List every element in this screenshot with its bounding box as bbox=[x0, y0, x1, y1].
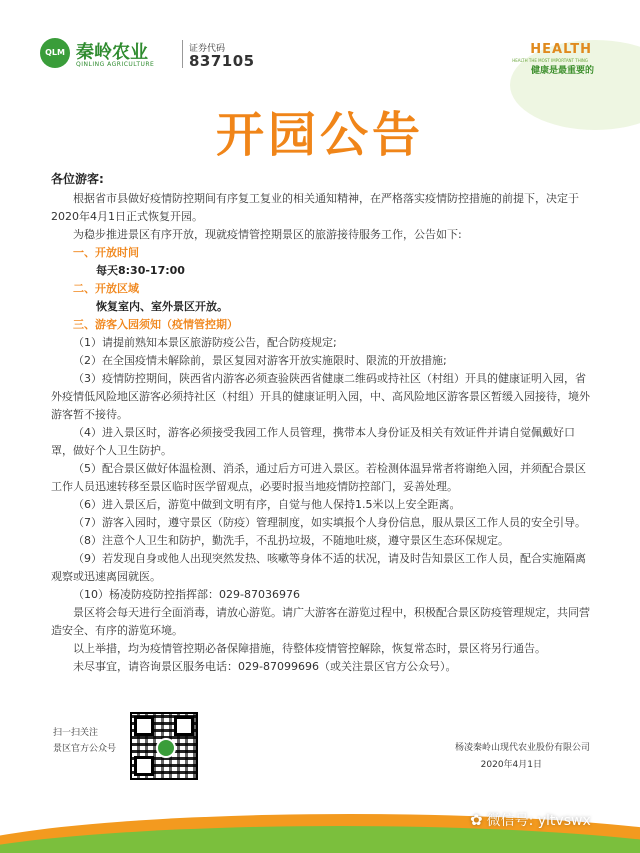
section-heading-area: 二、开放区域 bbox=[73, 282, 139, 295]
signature-company: 杨凌秦岭山现代农业股份有限公司 bbox=[454, 743, 590, 753]
stock-code-value: 837105 bbox=[189, 52, 255, 70]
qr-caption bbox=[53, 725, 116, 757]
health-wordmark: HEALTH bbox=[530, 42, 592, 57]
wechat-watermark bbox=[470, 810, 591, 830]
header bbox=[0, 0, 640, 90]
rule-item: （10）杨凌防疫防控指挥部：029-87036976 bbox=[73, 588, 300, 601]
section-body-hours: 每天8:30-17:00 bbox=[96, 264, 185, 277]
greeting: 各位游客: bbox=[51, 172, 104, 186]
qr-code[interactable] bbox=[130, 712, 198, 780]
section-heading-hours: 一、开放时间 bbox=[73, 246, 139, 259]
page-title: 开园公告 bbox=[215, 107, 424, 163]
rule-item: （5）配合景区做好体温检测、消杀，通过后方可进入景区。若检测体温异常者将谢绝入园，并须配合景区工作人员迅速转移至景区临时医学留观点，必要时报当地疫情防控部门，妥善处理。 bbox=[51, 462, 586, 493]
closing-paragraph: 以上举措，均为疫情管控期必备保障措施，待整体疫情管控解除，恢复常态时，景区将另行通告。 bbox=[73, 642, 546, 655]
logo-divider bbox=[182, 40, 183, 68]
rule-item: （7）游客入园时，遵守景区（防疫）管理制度，如实填报个人身份信息，服从景区工作人员的安全引导。 bbox=[73, 516, 586, 529]
rule-item: （6）进入景区后，游览中做到文明有序，自觉与他人保持1.5米以上安全距离。 bbox=[73, 498, 461, 511]
qr-caption-line: 扫一扫关注 bbox=[53, 728, 99, 738]
intro-paragraph: 根据省市县做好疫情防控期间有序复工复业的相关通知精神，在严格落实疫情防控措施的前提下，决定于2020年4月1日正式恢复开园。 bbox=[51, 192, 579, 223]
wechat-id: 微信号: yltvswx bbox=[486, 813, 591, 829]
qr-caption-line: 景区官方公众号 bbox=[53, 744, 117, 754]
intro-paragraph: 为稳步推进景区有序开放，现就疫情管控期景区的旅游接待服务工作，公告如下: bbox=[73, 228, 462, 241]
section-body-area: 恢复室内、室外景区开放。 bbox=[96, 300, 228, 313]
rule-item: （1）请提前熟知本景区旅游防疫公告，配合防疫规定; bbox=[73, 336, 337, 349]
qr-center-logo-icon bbox=[156, 738, 176, 758]
notice-body bbox=[51, 170, 591, 676]
rule-item: （9）若发现自身或他人出现突然发热、咳嗽等身体不适的状况，请及时告知景区工作人员，配合实施隔离观察或迅速离园就医。 bbox=[51, 552, 586, 583]
qr-finder-pattern bbox=[134, 716, 154, 736]
section-heading-rules: 三、游客入园须知（疫情管控期） bbox=[73, 318, 238, 331]
closing-paragraph: 景区将会每天进行全面消毒，请放心游览。请广大游客在游览过程中，积极配合景区防疫管理规定，共同营造安全、有序的游览环境。 bbox=[51, 606, 590, 637]
health-tagline-english: HEALTH THE MOST IMPORTANT THING bbox=[512, 58, 588, 63]
company-logo-english: QINLING AGRICULTURE bbox=[76, 61, 155, 68]
wechat-icon: ✿ bbox=[470, 811, 483, 829]
rule-item: （2）在全国疫情未解除前，景区复园对游客开放实施限时、限流的开放措施; bbox=[73, 354, 447, 367]
qr-finder-pattern bbox=[134, 756, 154, 776]
company-logo-name: 秦岭农业 bbox=[76, 42, 148, 63]
qr-finder-pattern bbox=[174, 716, 194, 736]
health-slogan: 健康是最重要的 bbox=[530, 66, 594, 76]
signature-date: 2020年4月1日 bbox=[480, 760, 542, 770]
rule-item: （8）注意个人卫生和防护，勤洗手，不乱扔垃圾，不随地吐痰，遵守景区生态环保规定。 bbox=[73, 534, 509, 547]
closing-paragraph: 未尽事宜，请咨询景区服务电话：029-87099696（或关注景区官方公众号）。 bbox=[73, 660, 457, 673]
qinling-logo-icon: QLM bbox=[40, 38, 70, 68]
rule-item: （3）疫情防控期间，陕西省内游客必须查验陕西省健康二维码或持社区（村组）开具的健康证明入园，省外疫情低风险地区游客必须持社区（村组）开具的健康证明入园，中、高风险地区游客景区暂缓入园接待，境外游客暂不接待。 bbox=[51, 372, 590, 421]
rule-item: （4）进入景区时，游客必须接受我园工作人员管理，携带本人身份证及相关有效证件并请自觉佩戴好口罩，做好个人卫生防护。 bbox=[51, 426, 575, 457]
stock-code-label: 证券代码 bbox=[189, 44, 226, 54]
